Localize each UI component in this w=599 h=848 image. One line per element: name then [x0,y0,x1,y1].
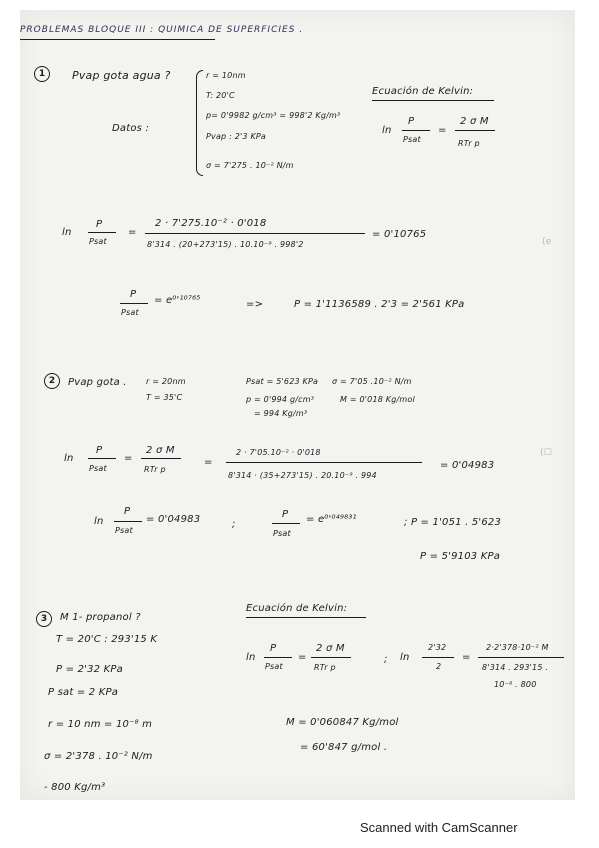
p3-radius: r = 10 nm = 10⁻⁸ m [48,719,153,730]
p3-pressure: P = 2'32 KPa [56,664,123,675]
calc-P: P [96,219,103,230]
p2-P: P [96,445,103,456]
p3-sub-den: 2 [436,662,442,671]
p3-sub-ln: ln [400,652,410,663]
data-brace [196,70,203,176]
title-underline [20,39,215,40]
p2-temperature: T = 35'C [146,393,183,402]
p3-separator: ; [384,654,388,665]
margin-mark-2: (☐ [540,448,552,458]
p2-result: = 0'04983 [440,460,495,471]
exp-arrow: => [246,299,264,310]
data-radius: r = 10nm [206,71,246,80]
calc-equals: = [128,227,137,238]
p2-calc-num: 2 · 7'05.10⁻² · 0'018 [236,448,321,457]
p3-molar-mass: M = 0'060847 Kg/mol [286,717,399,728]
p3-sub-rhs-den-2: 10⁻⁸ . 800 [494,680,537,689]
kelvin-ln: ln [382,125,392,136]
p2-ln-value: = 0'04983 [146,514,201,525]
p2-semicolon: ; [232,519,236,530]
p2-psat: Psat = 5'623 KPa [246,377,319,386]
p2-equals-2: = [204,457,213,468]
p2-frac-line-2 [141,458,181,459]
kelvin-equals: = [438,125,447,136]
p2-calc-den: 8'314 · (35+273'15) . 20.10⁻⁹ . 994 [228,471,377,480]
p3-sigma: σ = 2'378 . 10⁻² N/m [44,751,153,762]
p2-frac-line-1 [88,458,116,459]
calc-ln: ln [62,227,72,238]
data-density: p= 0'9982 g/cm³ = 998'2 Kg/m³ [206,111,341,120]
calc-result: = 0'10765 [372,229,427,240]
data-sigma: σ = 7'275 . 10⁻² N/m [206,161,294,170]
p3-kelvin-num: 2 σ M [316,643,345,654]
p3-psat: P sat = 2 KPa [48,687,119,698]
p2-Psat: Psat [89,464,107,473]
p2-final-1: ; P = 1'051 . 5'623 [404,517,502,528]
kelvin-frac-line-1 [402,130,430,131]
p2-kelvin-num: 2 σ M [146,445,175,456]
p2-final-2: P = 5'9103 KPa [420,551,501,562]
calc-frac-line-2 [145,233,365,234]
p3-density: - 800 Kg/m³ [44,782,106,793]
page-title: PROBLEMAS BLOQUE III : QUIMICA DE SUPERFICIES . [20,25,304,35]
p3-kelvin-title: Ecuación de Kelvin: [246,603,348,614]
exp-rhs: = e⁰'¹⁰⁷⁶⁵ [154,295,201,306]
p2-density-si: = 994 Kg/m³ [254,409,308,418]
calc-frac-line-1 [88,232,116,233]
problem-2-heading: Pvap gota . [68,377,127,388]
problem-number-2: 2 [44,373,60,389]
p3-sub-rhs-num: 2·2'378·10⁻² M [486,643,549,652]
p3-kelvin-ln: ln [246,652,256,663]
p3-temperature: T = 20'C : 293'15 K [56,634,158,645]
data-pvap: Pvap : 2'3 KPa [206,132,267,141]
p2-Psat-2: Psat [115,526,133,535]
p2-frac-line-4 [114,521,142,522]
p2-ln: ln [64,453,74,464]
scanned-page [20,10,575,800]
p3-sub-frac-line [422,657,454,658]
calc-denominator: 8'314 . (20+273'15) . 10.10⁻⁹ . 998'2 [147,240,304,249]
p3-kelvin-den: RTr p [314,663,336,672]
problem-number-3: 3 [36,611,52,627]
problem-3-heading: M 1- propanol ? [60,612,141,623]
p3-molar-mass-g: = 60'847 g/mol . [300,742,388,753]
p3-sub-equals: = [462,652,471,663]
p2-P-3: P [282,509,289,520]
p3-kelvin-title-underline [246,617,366,618]
problem-1-heading: Pvap gota agua ? [72,69,171,82]
p2-sigma: σ = 7'05 .10⁻² N/m [332,377,412,386]
p3-kelvin-equals: = [298,652,307,663]
p2-radius: r = 20nm [146,377,186,386]
problem-number-1: 1 [34,66,50,82]
p3-kelvin-frac-line-2 [311,657,351,658]
p2-ln-2: ln [94,516,104,527]
kelvin-title-underline [372,100,494,101]
p2-frac-line-5 [272,523,300,524]
p3-sub-rhs-den-1: 8'314 . 293'15 . [482,663,549,672]
kelvin-Psat: Psat [403,135,421,144]
p2-molar-mass: M = 0'018 Kg/mol [340,395,415,404]
calc-Psat: Psat [89,237,107,246]
exp-final: P = 1'1136589 . 2'3 = 2'561 KPa [294,299,465,310]
p3-kelvin-P: P [270,643,277,654]
kelvin-P: P [408,116,415,127]
kelvin-title: Ecuación de Kelvin: [372,86,474,97]
p3-kelvin-Psat: Psat [265,662,283,671]
p2-density: p = 0'994 g/cm³ [246,395,315,404]
p2-Psat-3: Psat [273,529,291,538]
kelvin-frac-line-2 [455,130,495,131]
data-temperature: T: 20'C [206,91,235,100]
kelvin-numerator: 2 σ M [460,116,489,127]
p3-sub-rhs-frac-line [478,657,564,658]
p2-exp: = e⁰'⁰⁴⁹⁸³¹ [306,514,357,525]
exp-Psat: Psat [121,308,139,317]
p2-P-2: P [124,506,131,517]
scanner-watermark: Scanned with CamScanner [360,820,518,835]
kelvin-denominator: RTr p [458,139,480,148]
p2-equals-1: = [124,453,133,464]
margin-mark-1: (e [542,237,552,247]
data-label: Datos : [112,123,150,134]
exp-P: P [130,289,137,300]
p2-frac-line-3 [226,462,422,463]
calc-numerator: 2 · 7'275.10⁻² · 0'018 [155,218,267,229]
exp-frac-line [120,303,148,304]
p3-kelvin-frac-line-1 [264,657,292,658]
p2-kelvin-den: RTr p [144,465,166,474]
p3-sub-num: 2'32 [428,643,447,652]
